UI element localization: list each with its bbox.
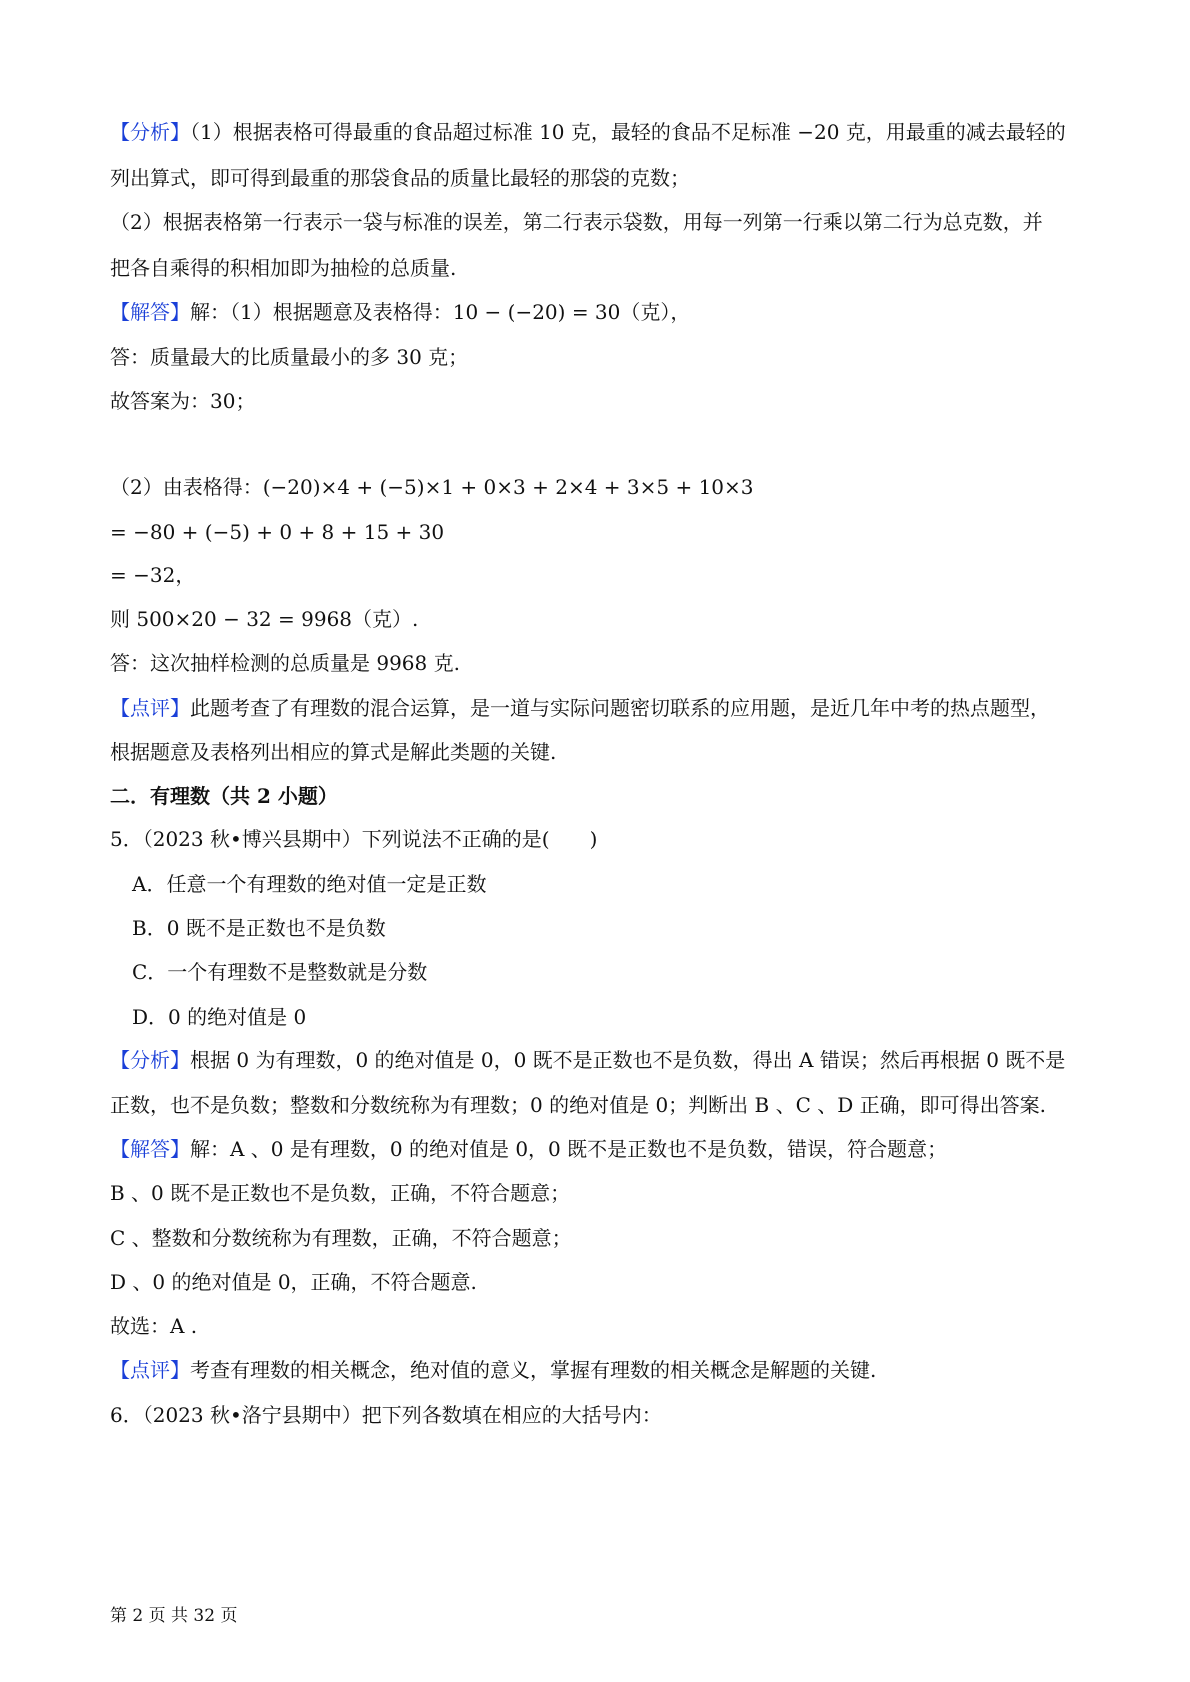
answer-text: 解：A 、0 是有理数，0 的绝对值是 0，0 既不是正数也不是负数，错误，符合题意；: [190, 1137, 948, 1161]
analysis-tag: 【分析】: [110, 120, 190, 144]
answer-line-4: （2）由表格得：(−20)×4 + (−5)×1 + 0×3 + 2×4 + 3×5 + 10×3: [110, 475, 754, 499]
answer-text: 解：（1）根据题意及表格得：10 − (−20) = 30（克），: [190, 300, 691, 324]
comment-line-1: [110, 694, 1050, 722]
answer-line-1: [110, 298, 690, 326]
answer-5-line-1: [110, 1135, 947, 1163]
analysis-line-2: 列出算式，即可得到最重的那袋食品的质量比最轻的那袋的克数；: [110, 166, 690, 190]
analysis-line-4: 把各自乘得的积相加即为抽检的总质量.: [110, 256, 457, 280]
answer-5-line-4: D 、0 的绝对值是 0，正确，不符合题意.: [110, 1270, 477, 1294]
analysis-5-line-1: [110, 1046, 1065, 1074]
comment-tag: 【点评】: [110, 1358, 190, 1382]
answer-tag: 【解答】: [110, 1137, 190, 1161]
answer-5-line-5: 故选：A .: [110, 1314, 198, 1338]
option-b: B．0 既不是正数也不是负数: [132, 916, 386, 940]
option-c: C．一个有理数不是整数就是分数: [132, 960, 428, 984]
analysis-5-line-2: 正数，也不是负数；整数和分数统称为有理数；0 的绝对值是 0；判断出 B 、C 、D 正确，即可得出答案.: [110, 1093, 1046, 1117]
answer-line-2: 答：质量最大的比质量最小的多 30 克；: [110, 345, 469, 369]
comment-line-2: 根据题意及表格列出相应的算式是解此类题的关键.: [110, 740, 557, 764]
section-heading: 二．有理数（共 2 小题）: [110, 784, 338, 808]
answer-5-line-3: C 、整数和分数统称为有理数，正确，不符合题意；: [110, 1226, 572, 1250]
comment-tag: 【点评】: [110, 696, 190, 720]
question-5: 5．（2023 秋•博兴县期中）下列说法不正确的是( ): [110, 827, 598, 851]
analysis-line-3: （2）根据表格第一行表示一袋与标准的误差，第二行表示袋数，用每一列第一行乘以第二行为总克数，并: [110, 210, 1043, 234]
option-d: D．0 的绝对值是 0: [132, 1005, 307, 1029]
page-footer: 第 2 页 共 32 页: [110, 1606, 238, 1626]
answer-5-line-2: B 、0 既不是正数也不是负数，正确，不符合题意；: [110, 1181, 571, 1205]
comment-5-line-1: [110, 1356, 876, 1384]
comment-text: 考查有理数的相关概念，绝对值的意义，掌握有理数的相关概念是解题的关键.: [190, 1358, 877, 1382]
question-6: 6．（2023 秋•洛宁县期中）把下列各数填在相应的大括号内：: [110, 1403, 662, 1427]
comment-text: 此题考查了有理数的混合运算，是一道与实际问题密切联系的应用题，是近几年中考的热点题型，: [190, 696, 1050, 720]
answer-line-6: = −32，: [110, 563, 196, 587]
analysis-line-1: [110, 118, 1066, 146]
option-a: A．任意一个有理数的绝对值一定是正数: [132, 872, 487, 896]
answer-line-7: 则 500×20 − 32 = 9968（克）.: [110, 607, 419, 631]
answer-line-5: = −80 + (−5) + 0 + 8 + 15 + 30: [110, 520, 445, 544]
answer-tag: 【解答】: [110, 300, 190, 324]
answer-line-3: 故答案为：30；: [110, 389, 256, 413]
analysis-text: 根据 0 为有理数，0 的绝对值是 0，0 既不是正数也不是负数，得出 A 错误；然后再根据 0 既不是: [190, 1048, 1066, 1072]
analysis-tag: 【分析】: [110, 1048, 190, 1072]
analysis-text: （1）根据表格可得最重的食品超过标准 10 克，最轻的食品不足标准 −20 克，用最重的减去最轻的: [190, 120, 1066, 144]
answer-line-8: 答：这次抽样检测的总质量是 9968 克.: [110, 651, 460, 675]
